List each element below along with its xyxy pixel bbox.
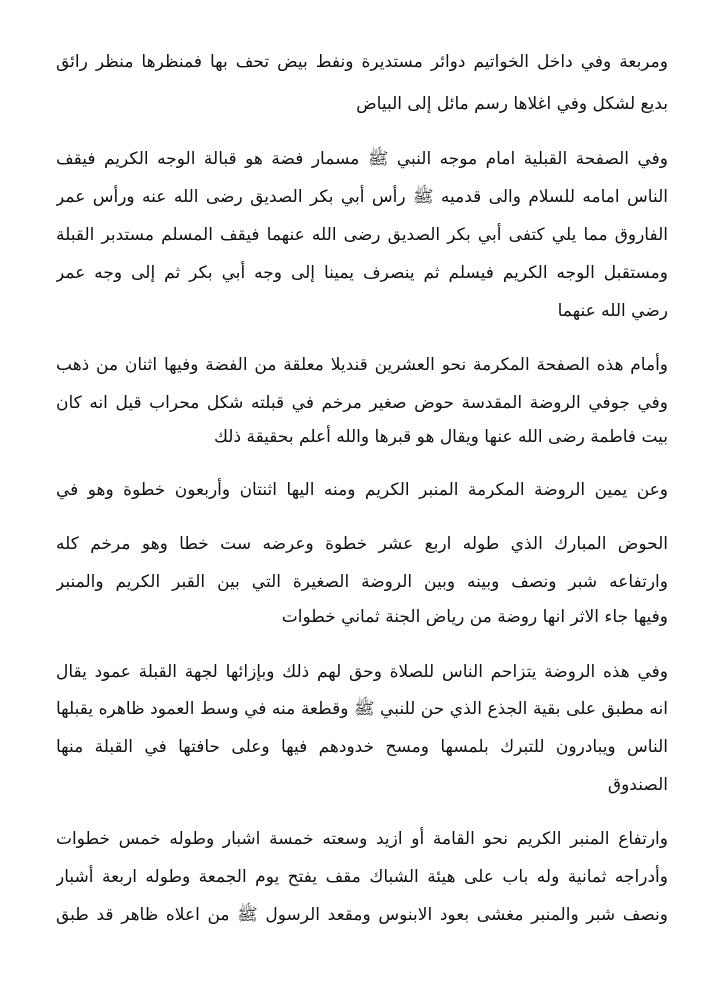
paragraph-2-line-2: الناس امامه للسلام والى قدميه ﷺ رأس أبي بكر الصديق رضى الله عنه ورأس عمر xyxy=(56,187,668,207)
paragraph-4-line-1: وعن يمين الروضة المكرمة المنبر الكريم ومنه اليها اثنتان وأربعون خطوة وهو في xyxy=(56,480,668,500)
paragraph-7-line-1: وارتفاع المنبر الكريم نحو القامة أو ازيد وسعته خمسة اشبار وطوله خمس خطوات xyxy=(56,829,668,849)
paragraph-3-line-1: وأمام هذه الصفحة المكرمة نحو العشرين قنديلا معلقة من الفضة وفيها اثنان من ذهب xyxy=(56,355,668,375)
paragraph-2-line-5: رضي الله عنهما xyxy=(557,301,668,321)
paragraph-6-line-4: الصندوق xyxy=(607,775,668,795)
paragraph-5-line-2: وارتفاعه شبر ونصف وبينه وبين الروضة الصغيرة التي بين القبر الكريم والمنبر xyxy=(56,572,668,592)
paragraph-1-line-2: بديع لشكل وفي اغلاها رسم مائل إلى البياض xyxy=(356,94,668,114)
paragraph-6-line-3: الناس ويبادرون للتبرك بلمسها ومسح خدودهم فيها وعلى حافتها في القبلة منها xyxy=(56,737,668,757)
paragraph-5-line-1: الحوض المبارك الذي طوله اربع عشر خطوة وعرضه ست خطا وهو مرخم كله xyxy=(56,534,668,554)
paragraph-6-line-2: انه مطبق على بقية الجذع الذي حن للنبي ﷺ وقطعة منه في وسط العمود ظاهره يقبلها xyxy=(56,699,668,719)
paragraph-6-line-1: وفي هذه الروضة يتزاحم الناس للصلاة وحق لهم ذلك وبإزائها لجهة القبلة عمود يقال xyxy=(56,662,668,682)
paragraph-7-line-3: ونصف شبر والمنبر مغشى بعود الابنوس ومقعد الرسول ﷺ من اعلاه ظاهر قد طبق xyxy=(56,905,668,925)
paragraph-2-line-4: ومستقبل الوجه الكريم فيسلم ثم ينصرف يمينا إلى وجه أبي بكر ثم إلى وجه عمر xyxy=(56,263,668,283)
paragraph-3-line-3: بيت فاطمة رضى الله عنها ويقال هو قبرها والله أعلم بحقيقة ذلك xyxy=(213,427,668,447)
paragraph-7-line-2: وأدراجه ثمانية وله باب على هيئة الشباك مقف يفتح يوم الجمعة وطوله اربعة أشبار xyxy=(56,867,668,887)
paragraph-2-line-3: الفاروق مما يلي كتفى أبي بكر الصديق رضى الله عنهما فيقف المسلم مستدبر القبلة xyxy=(56,225,668,245)
paragraph-5-line-3: وفيها جاء الاثر انها روضة من رياض الجنة ثماني خطوات xyxy=(281,607,668,627)
paragraph-1-line-1: ومربعة وفي داخل الخواتيم دوائر مستديرة ونفط بيض تحف بها فمنظرها منظر رائق xyxy=(56,52,668,72)
paragraph-2-line-1: وفي الصفحة القبلية امام موجه النبي ﷺ مسمار فضة هو قبالة الوجه الكريم فيقف xyxy=(56,149,668,169)
paragraph-3-line-2: وفي جوفي الروضة المقدسة حوض صغير مرخم في قبلته شكل محراب قيل انه كان xyxy=(56,393,668,413)
